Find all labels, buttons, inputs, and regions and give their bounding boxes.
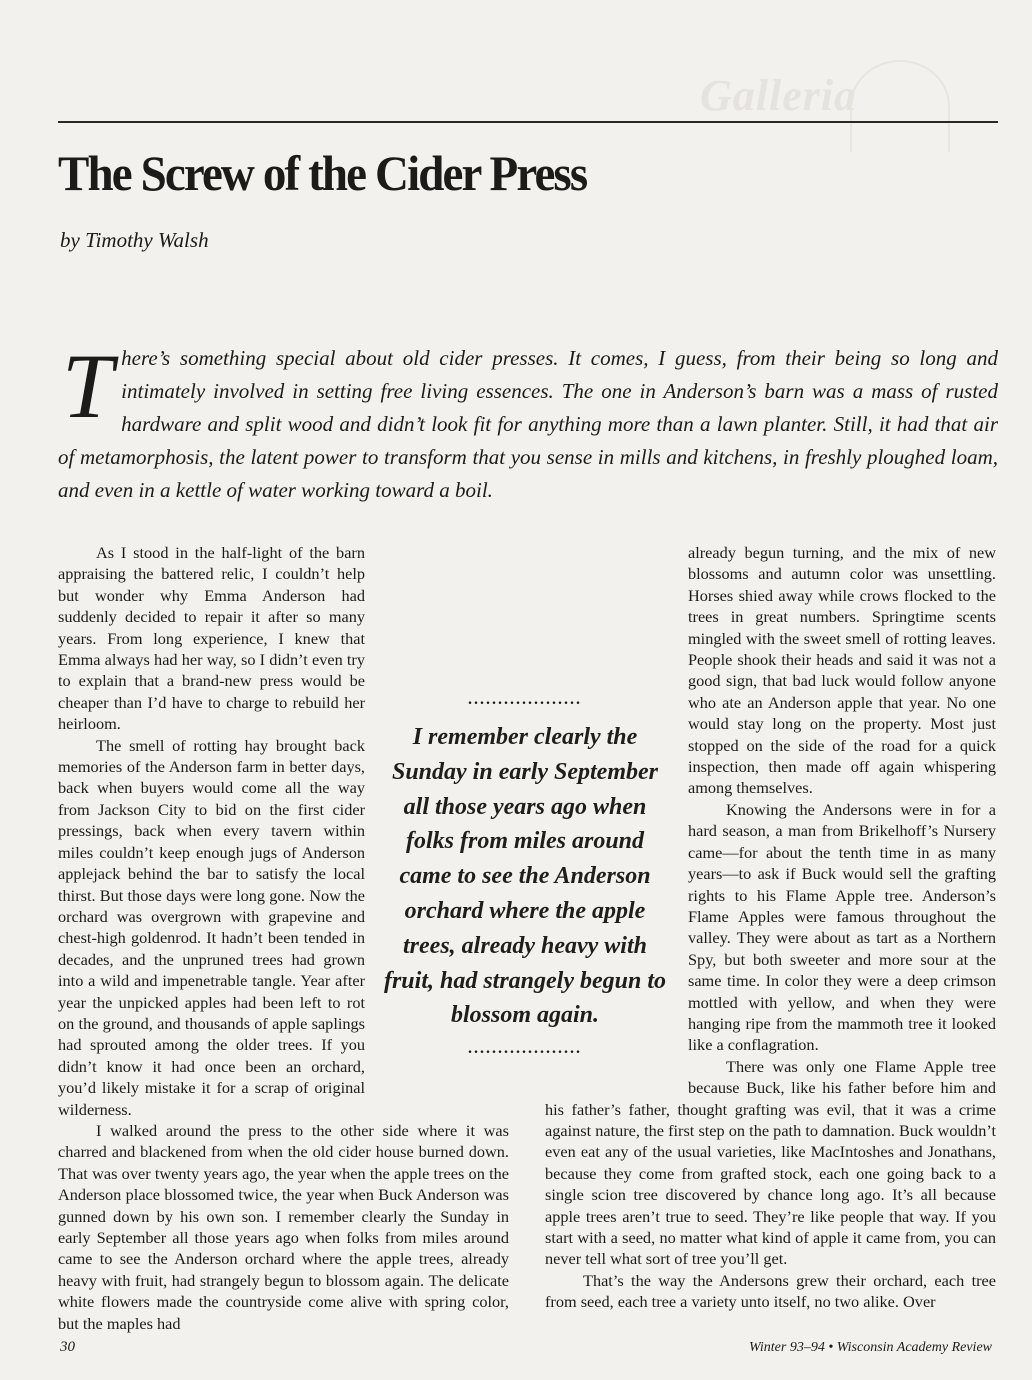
pull-quote	[380, 690, 670, 1059]
paragraph: That’s the way the Andersons grew their orchard, each tree from seed, each tree a variety unto itself, no two alike. Over	[545, 1270, 996, 1312]
dotted-divider: ...................	[468, 1040, 582, 1058]
dotted-divider: ...................	[468, 691, 582, 708]
show-through-shape	[850, 60, 950, 152]
paragraph: There was only one Flame Apple tree because Buck, like his father before him and his father’s father, thought grafting was evil, that it was a crime against nature, the first step on the path to damnation. Buck wouldn’t even eat any of the usual varieties, like MacIntoshes and Jonathans, because they come from grafted stock, each one going back to a single scion tree discovered by chance long ago. It’s all because apple trees aren’t true to seed. They’re like people that way. If you start with a seed, no matter what kind of apple it came from, you can never tell what sort of tree you’ll get.	[545, 1056, 996, 1269]
header-rule	[58, 121, 998, 123]
drop-cap: T	[62, 335, 114, 437]
paragraph: Knowing the Andersons were in for a hard season, a man from Brikelhoff’s Nursery came—for about the tenth time in as many years—to ask if Buck would sell the grafting rights to his Flame Apple tree. Anderson’s Flame Apples were famous throughout the valley. They were about as tart as a Northern Spy, but both sweeter and more sour at the same time. In color they were a deep crimson mottled with yellow, and when they were hanging ripe from the mammoth tree it looked like a conflagration.	[688, 799, 996, 1055]
page-number: 30	[60, 1339, 75, 1355]
intro-paragraph	[58, 335, 998, 507]
paragraph: As I stood in the half-light of the barn appraising the battered relic, I couldn’t help but wonder why Emma Anderson had suddenly decided to repair it after so many years. From long experience, I knew that Emma always had her way, so I didn’t even try to explain that a brand-new press would be cheaper than I’d have to charge to rebuild her heirloom.	[58, 543, 365, 734]
pull-quote-text: I remember clearly the Sunday in early September all those years ago when folks from miles around came to see the Anderson orchard where the apple trees, already heavy with fruit, had strangely begun to blossom again.	[383, 724, 667, 1029]
paragraph: already begun turning, and the mix of new blossoms and autumn color was unsettling. Horses shied away while crows flocked to the trees in great numbers. Springtime scents mingled with the sweet smell of rotting leaves. People shook their heads and said it was not a good sign, that bad luck would follow anyone who ate an Anderson apple that year. No one would stay long on the property. Most just stopped on the side of the road for a quick inspection, then made off again whispering among themselves.	[688, 543, 996, 798]
article-title: The Screw of the Cider Press	[58, 145, 587, 201]
paragraph: The smell of rotting hay brought back memories of the Anderson farm in better days, back when buyers would come all the way from Jackson City to bid on the first cider pressings, back when every tavern within miles couldn’t keep enough jugs of Anderson applejack behind the bar to satisfy the local thirst. But those days were long gone. Now the orchard was overgrown with grapevine and chest-high goldenrod. It hadn’t been tended in decades, and the unpruned trees had grown into a wild and impenetrable tangle. Year after year the unpicked apples had been left to rot on the ground, and thousands of apple saplings had sprouted among the older trees. If you didn’t know it had once been an orchard, you’d likely mistake it for a scrap of original wilderness.	[58, 735, 365, 1119]
intro-text: here’s something special about old cider presses. It comes, I guess, from their being so long and intimately involved in setting free living essences. The one in Anderson’s barn was a mass of rusted hardware and split wood and didn’t look fit for anything more than a lawn planter. Still, it had that air of metamorphosis, the latent power to transform that you sense in mills and kitchens, in freshly ploughed loam, and even in a kettle of water working toward a boil.	[58, 346, 998, 502]
byline: by Timothy Walsh	[60, 228, 209, 252]
running-footer: Winter 93–94 • Wisconsin Academy Review	[749, 1340, 992, 1355]
show-through-text: Galleria	[700, 71, 858, 120]
paragraph: I walked around the press to the other side where it was charred and blackened from when the old cider house burned down. That was over twenty years ago, the year when the apple trees on the Anderson place blossomed twice, the year when Buck Anderson was gunned down by his own son. I remember clearly the Sunday in early September all those years ago when folks from miles around came to see the Anderson orchard where the apple trees, already heavy with fruit, had strangely begun to blossom again. The delicate white flowers made the countryside come alive with spring color, but the maples had	[58, 1120, 509, 1333]
